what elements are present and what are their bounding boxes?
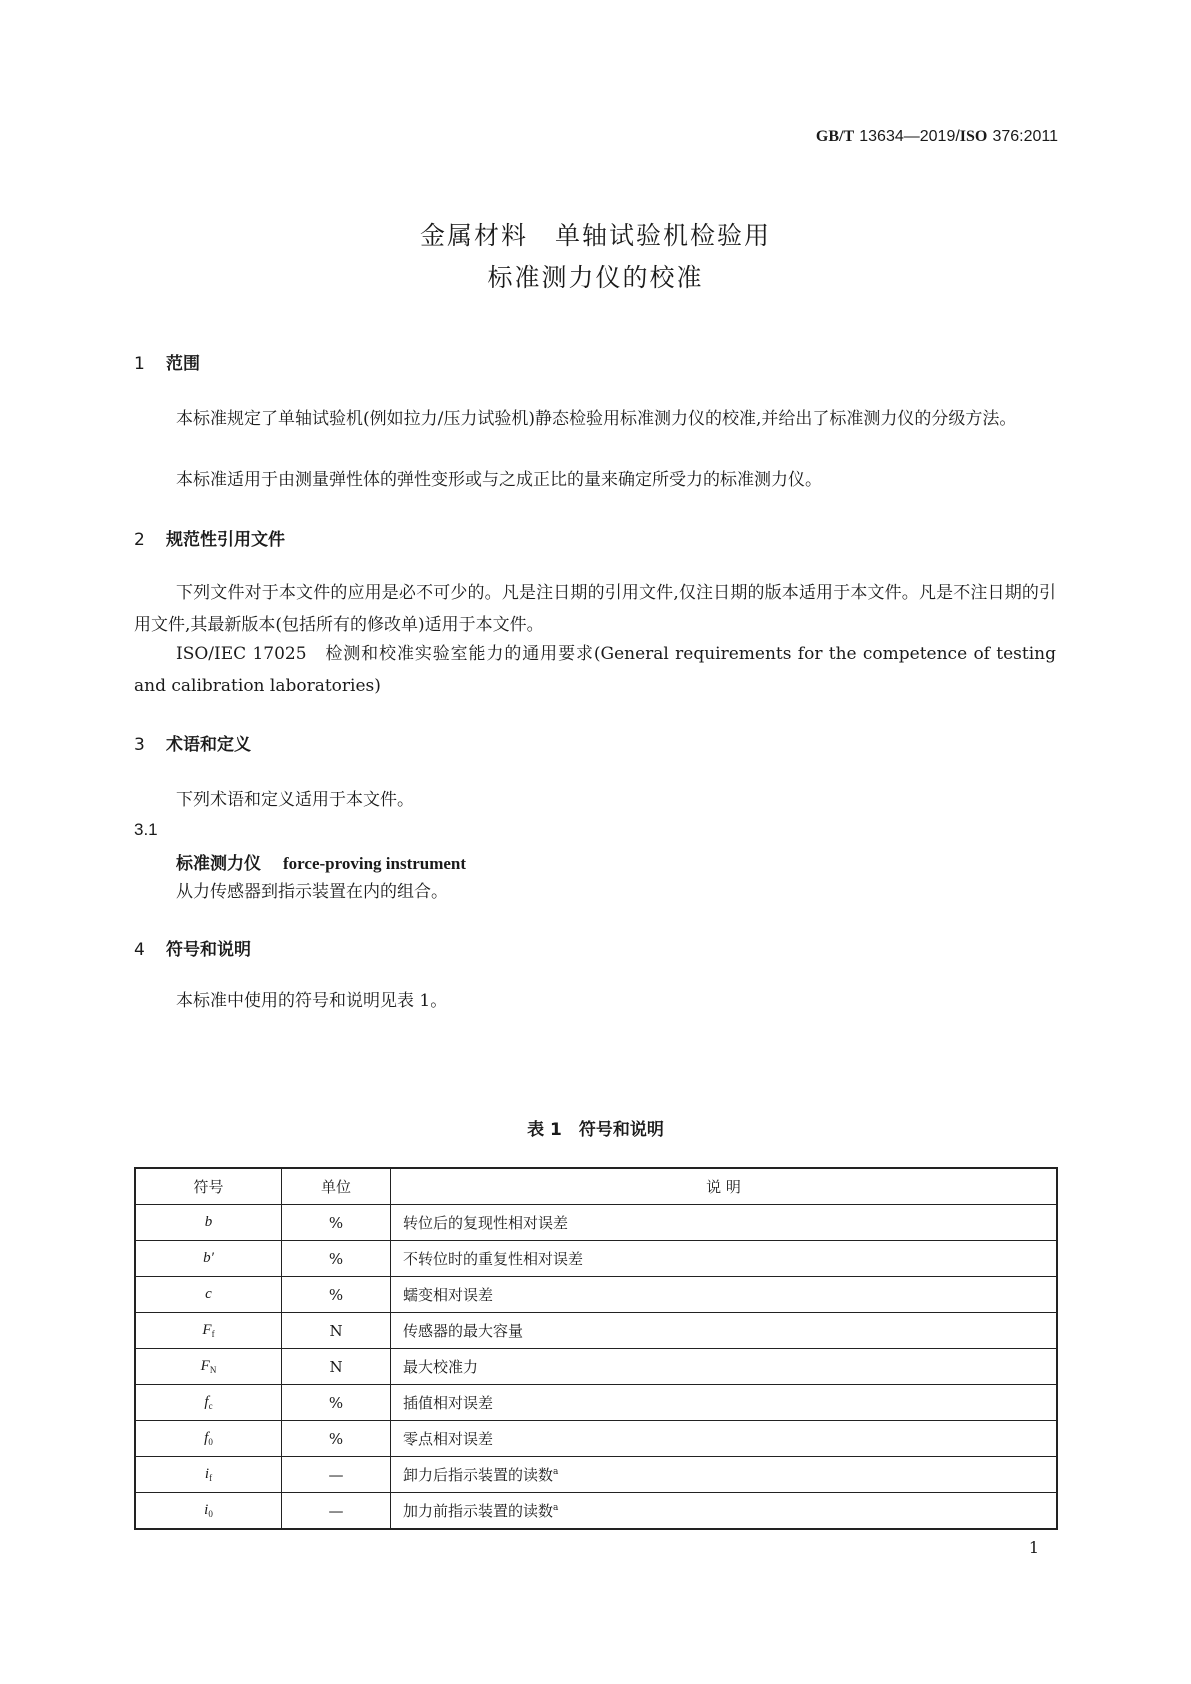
header-description: 说 明 xyxy=(391,1168,1058,1205)
page-number: 1 xyxy=(1028,1538,1039,1557)
table-row xyxy=(135,1349,1057,1385)
symbol-cell: $i_0$ xyxy=(135,1493,282,1530)
unit-cell: % xyxy=(282,1241,391,1277)
unit-cell: N xyxy=(282,1313,391,1349)
description-cell: 不转位时的重复性相对误差 xyxy=(391,1241,1058,1277)
term-number: 3.1 xyxy=(134,820,158,839)
table-row xyxy=(135,1313,1057,1349)
symbol-cell: b xyxy=(135,1205,282,1241)
description-cell: 蠕变相对误差 xyxy=(391,1277,1058,1313)
section-3-para-1: 下列术语和定义适用于本文件。 xyxy=(176,790,414,810)
unit-cell: — xyxy=(282,1493,391,1530)
symbol-cell: c xyxy=(135,1277,282,1313)
table-row xyxy=(135,1457,1057,1493)
table-caption: 表 1 符号和说明 xyxy=(527,1120,664,1140)
description-cell: 加力前指示装置的读数$^a$ xyxy=(391,1493,1058,1530)
table-row xyxy=(135,1205,1057,1241)
description-cell: 传感器的最大容量 xyxy=(391,1313,1058,1349)
unit-cell: % xyxy=(282,1277,391,1313)
unit-cell: — xyxy=(282,1457,391,1493)
section-4-para-1: 本标准中使用的符号和说明见表 1。 xyxy=(176,991,448,1011)
unit-cell: % xyxy=(282,1421,391,1457)
unit-cell: % xyxy=(282,1205,391,1241)
standard-number: GB/T 13634—2019/ISO 376:2011 xyxy=(815,128,1058,145)
term-heading: 标准测力仪 force-proving instrument xyxy=(176,854,467,874)
table-row xyxy=(135,1493,1057,1530)
symbol-cell: b′ xyxy=(135,1241,282,1277)
section-4-heading: 4 符号和说明 xyxy=(134,940,251,960)
unit-cell: N xyxy=(282,1349,391,1385)
description-cell: 零点相对误差 xyxy=(391,1421,1058,1457)
table-header-row xyxy=(135,1168,1057,1205)
table-row xyxy=(135,1277,1057,1313)
term-definition: 从力传感器到指示装置在内的组合。 xyxy=(176,882,448,902)
doc-title-line1: 金属材料 单轴试验机检验用 xyxy=(419,221,771,250)
symbol-cell: $i_f$ xyxy=(135,1457,282,1493)
section-2-para-2: ISO/IEC 17025 检测和校准实验室能力的通用要求(General requirements for the competence of testing and calibration laboratories) xyxy=(134,644,1056,696)
symbol-cell: $f_c$ xyxy=(135,1385,282,1421)
table-row xyxy=(135,1385,1057,1421)
symbol-cell: $f_0$ xyxy=(135,1421,282,1457)
doc-title-line2: 标准测力仪的校准 xyxy=(487,263,704,292)
header-symbol: 符号 xyxy=(135,1168,282,1205)
description-cell: 卸力后指示装置的读数$^a$ xyxy=(391,1457,1058,1493)
description-cell: 最大校准力 xyxy=(391,1349,1058,1385)
unit-cell: % xyxy=(282,1385,391,1421)
section-2-para-1: 下列文件对于本文件的应用是必不可少的。凡是注日期的引用文件,仅注日期的版本适用于本文件。凡是不注日期的引用文件,其最新版本(包括所有的修改单)适用于本文件。 xyxy=(134,583,1056,635)
symbols-table xyxy=(134,1167,1058,1530)
section-3-heading: 3 术语和定义 xyxy=(134,735,251,755)
description-cell: 插值相对误差 xyxy=(391,1385,1058,1421)
section-1-heading: 1 范围 xyxy=(134,354,200,374)
table-row xyxy=(135,1421,1057,1457)
symbol-cell: $F_f$ xyxy=(135,1313,282,1349)
section-1-para-2: 本标准适用于由测量弹性体的弹性变形或与之成正比的量来确定所受力的标准测力仪。 xyxy=(176,470,822,490)
header-unit: 单位 xyxy=(282,1168,391,1205)
description-cell: 转位后的复现性相对误差 xyxy=(391,1205,1058,1241)
section-2-heading: 2 规范性引用文件 xyxy=(134,530,285,550)
table-row xyxy=(135,1241,1057,1277)
section-1-para-1: 本标准规定了单轴试验机(例如拉力/压力试验机)静态检验用标准测力仪的校准,并给出了标准测力仪的分级方法。 xyxy=(176,409,1017,429)
symbol-cell: $F_N$ xyxy=(135,1349,282,1385)
